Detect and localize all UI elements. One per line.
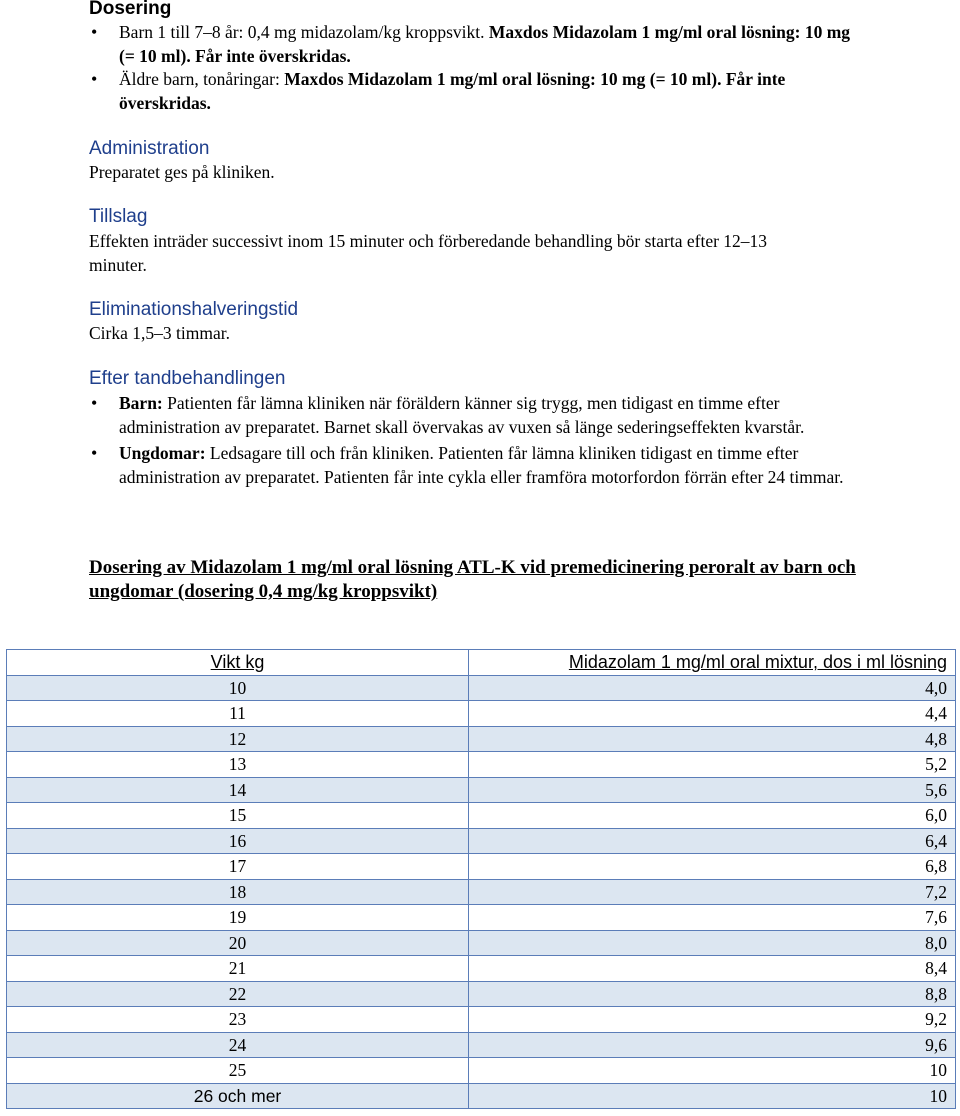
dose-cell: 5,2 <box>469 752 956 778</box>
dose-cell: 6,0 <box>469 803 956 829</box>
table-row <box>7 930 956 956</box>
elimination-text: Cirka 1,5–3 timmar. <box>89 323 230 343</box>
efter-list <box>89 392 859 489</box>
weight-cell: 24 <box>7 1032 469 1058</box>
table-row <box>7 803 956 829</box>
list-item: • Barn: Patienten får lämna kliniken när föräldern känner sig trygg, men tidigast en timme efter administration av preparatet. Barnet skall övervakas av vuxen så länge sederingseffekten kvarstår. <box>89 392 859 439</box>
tillslag-heading: Tillslag <box>89 206 148 227</box>
list-item: • Äldre barn, tonåringar: Maxdos Midazolam 1 mg/ml oral lösning: 10 mg (= 10 ml). Får inte överskridas. <box>89 68 859 115</box>
weight-cell: 18 <box>7 879 469 905</box>
weight-cell: 16 <box>7 828 469 854</box>
dosering-heading: Dosering <box>89 0 172 19</box>
weight-cell: 22 <box>7 981 469 1007</box>
dose-cell: 4,4 <box>469 701 956 727</box>
administration-text: Preparatet ges på kliniken. <box>89 162 275 182</box>
table-row <box>7 1032 956 1058</box>
table-row <box>7 879 956 905</box>
weight-cell: 11 <box>7 701 469 727</box>
weight-cell: 15 <box>7 803 469 829</box>
weight-cell: 20 <box>7 930 469 956</box>
dose-cell: 4,0 <box>469 675 956 701</box>
table-row <box>7 981 956 1007</box>
dose-cell: 10 <box>469 1083 956 1109</box>
administration-heading: Administration <box>89 138 210 159</box>
weight-cell: 14 <box>7 777 469 803</box>
tillslag-text: Effekten inträder successivt inom 15 minuter och förberedande behandling bör starta efter 12–13 minuter. <box>89 231 768 275</box>
weight-cell: 10 <box>7 675 469 701</box>
table-header-row <box>7 650 956 676</box>
dose-cell: 6,4 <box>469 828 956 854</box>
weight-cell: 21 <box>7 956 469 982</box>
dose-cell: 4,8 <box>469 726 956 752</box>
dosering-list <box>89 21 859 115</box>
table-row <box>7 701 956 727</box>
weight-cell: 19 <box>7 905 469 931</box>
table-caption: Dosering av Midazolam 1 mg/ml oral lösning ATL-K vid premedicinering peroralt av barn och ungdomar (dosering 0,4 mg/kg kroppsvikt) <box>89 557 856 602</box>
table-row <box>7 956 956 982</box>
dose-cell: 9,2 <box>469 1007 956 1033</box>
dose-cell: 9,6 <box>469 1032 956 1058</box>
dose-cell: 7,6 <box>469 905 956 931</box>
table-row <box>7 1007 956 1033</box>
column-header-dose: Midazolam 1 mg/ml oral mixtur, dos i ml lösning <box>469 650 956 676</box>
dose-cell: 7,2 <box>469 879 956 905</box>
weight-cell: 13 <box>7 752 469 778</box>
table-row <box>7 726 956 752</box>
weight-cell: 17 <box>7 854 469 880</box>
table-row <box>7 1083 956 1109</box>
weight-cell: 23 <box>7 1007 469 1033</box>
table-row <box>7 752 956 778</box>
dose-cell: 5,6 <box>469 777 956 803</box>
weight-cell: 25 <box>7 1058 469 1084</box>
table-row <box>7 1058 956 1084</box>
weight-cell: 12 <box>7 726 469 752</box>
weight-cell: 26 och mer <box>7 1083 469 1109</box>
table-row <box>7 854 956 880</box>
dose-cell: 6,8 <box>469 854 956 880</box>
table-row <box>7 905 956 931</box>
list-item: • Barn 1 till 7–8 år: 0,4 mg midazolam/kg kroppsvikt. Maxdos Midazolam 1 mg/ml oral lösning: 10 mg (= 10 ml). Får inte överskridas. <box>89 21 859 68</box>
table-row <box>7 828 956 854</box>
column-header-weight: Vikt kg <box>7 650 469 676</box>
elimination-heading: Eliminationshalveringstid <box>89 299 299 320</box>
dose-cell: 8,0 <box>469 930 956 956</box>
dose-cell: 8,4 <box>469 956 956 982</box>
dosage-table <box>6 649 956 1109</box>
efter-heading: Efter tandbehandlingen <box>89 368 286 389</box>
list-item: • Ungdomar: Ledsagare till och från kliniken. Patienten får lämna kliniken tidigast en timme efter administration av preparatet. Patienten får inte cykla eller framföra motorfordon förrän efter 24 timmar. <box>89 442 859 489</box>
dose-cell: 10 <box>469 1058 956 1084</box>
table-row <box>7 777 956 803</box>
dose-cell: 8,8 <box>469 981 956 1007</box>
table-row <box>7 675 956 701</box>
